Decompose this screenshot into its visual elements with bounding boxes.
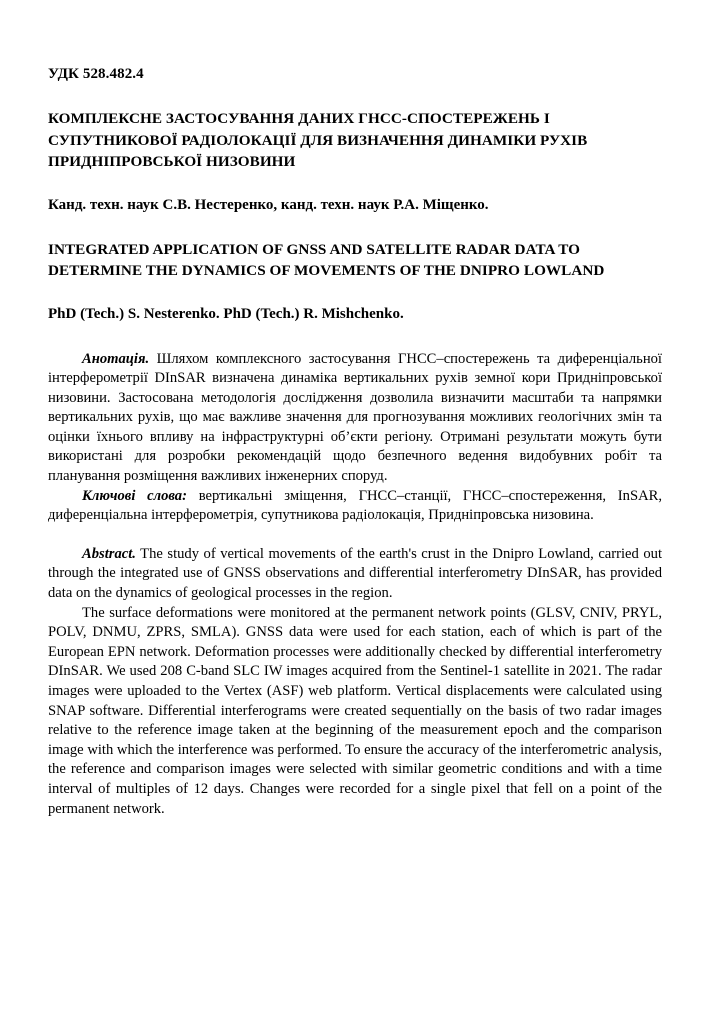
abstract-ukrainian (48, 350, 662, 487)
document-content (48, 64, 662, 819)
abstract-ukrainian-text: Шляхом комплексного застосування ГНСС–спостережень та диференціальної інтерферометрії DInSAR визначена динаміка вертикальних рухів земної кори Придніпровської низовини. Застосована методологія дослідження дозволила визначити масштаби та напрямки вертикальних рухів, що має важливе значення для прогнозування можливих геологічних змін та оцінки їхнього впливу на інфраструктурні об’єкти регіону. Отримані результати можуть бути використані для розробки рекомендацій щодо безпечного ведення видобувних робіт та планування розміщення важливих інженерних споруд. (48, 350, 662, 485)
authors-english: PhD (Tech.) S. Nesterenko. PhD (Tech.) R. Mishchenko. (48, 305, 404, 322)
abstract-english (48, 545, 662, 604)
title-english: INTEGRATED APPLICATION OF GNSS AND SATELLITE RADAR DATA TO DETERMINE THE DYNAMICS OF MOVEMENTS OF THE DNIPRO LOWLAND (48, 240, 605, 279)
authors-ukrainian: Канд. техн. наук С.В. Нестеренко, канд. техн. наук Р.А. Міщенко. (48, 196, 489, 213)
abstract-english-label: Abstract. (82, 545, 136, 562)
udk-classification-line: УДК 528.482.4 (48, 66, 144, 82)
body-paragraph-english: The surface deformations were monitored at the permanent network points (GLSV, CNIV, PRYL, POLV, DNMU, ZPRS, SMLA). GNSS data were used for each station, each of which is part of the European EPN network. Deformation processes were additionally checked by differential interferometry DInSAR. We used 208 C-band SLC IW images acquired from the Sentinel-1 satellite in 2021. The radar images were uploaded to the Vertex (ASF) web platform. Vertical displacements were calculated using SNAP software. Differential interferograms were created sequentially on the basis of two radar images relative to the reference image taken at the beginning of the measurement epoch and the comparison image with which the interference was performed. To ensure the accuracy of the interferometric analysis, the reference and comparison images were selected with similar geometric conditions and with a time interval of multiples of 12 days. Changes were recorded for a single pixel that fell on a point of the permanent network. (48, 604, 662, 817)
keywords-ukrainian (48, 487, 662, 526)
keywords-ukrainian-label: Ключові слова: (82, 487, 187, 504)
title-ukrainian: КОМПЛЕКСНЕ ЗАСТОСУВАННЯ ДАНИХ ГНСС-СПОСТЕРЕЖЕНЬ І СУПУТНИКОВОЇ РАДІОЛОКАЦІЇ ДЛЯ ВИЗНАЧЕННЯ ДИНАМІКИ РУХІВ ПРИДНІПРОВСЬКОЇ НИЗОВИНИ (48, 110, 588, 170)
abstract-english-text: The study of vertical movements of the earth's crust in the Dnipro Lowland, carried out through the integrated use of GNSS observations and differential interferometry DInSAR, has provided data on the dynamics of geological processes in the region. (48, 545, 662, 602)
section-spacer (48, 526, 662, 545)
keywords-ukrainian-text: вертикальні зміщення, ГНСС–станції, ГНСС–спостереження, InSAR, диференціальна інтерферометрія, супутникова радіолокація, Придніпровська низовина. (48, 487, 663, 524)
abstract-ukrainian-label: Анотація. (82, 350, 150, 367)
